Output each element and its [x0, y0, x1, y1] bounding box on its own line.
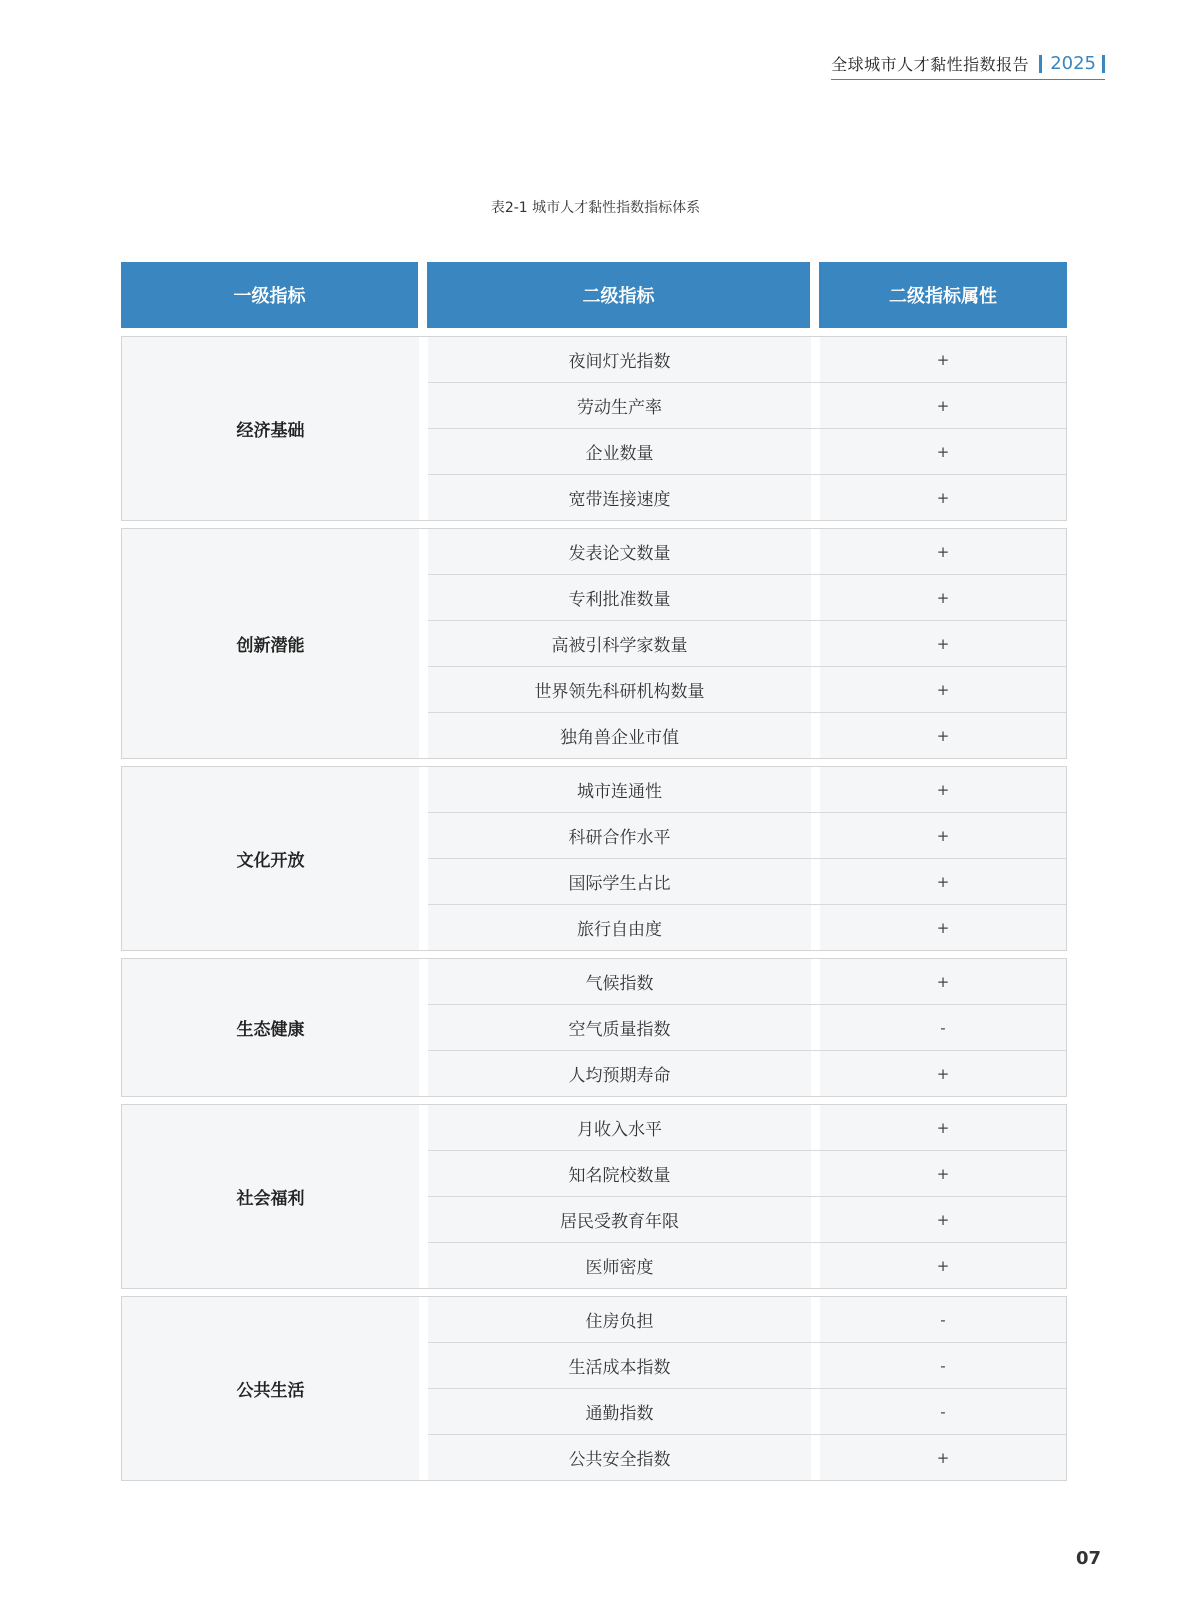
column-gap [419, 959, 428, 1096]
attribute-cell: + [936, 972, 950, 991]
attribute-cell: - [940, 1402, 946, 1421]
column-gap [811, 1197, 820, 1242]
attribute-cell: + [936, 680, 950, 699]
level2-rows [428, 337, 1066, 520]
level2-rows [428, 1297, 1066, 1480]
attribute-cell: + [936, 726, 950, 745]
column-gap [811, 1389, 820, 1434]
column-gap [811, 337, 820, 382]
level1-indicator-cell: 生态健康 [236, 1020, 305, 1040]
attribute-cell: + [936, 588, 950, 607]
column-header-attribute: 二级指标属性 [819, 262, 1067, 328]
indicator-group [121, 336, 1067, 521]
column-gap [811, 767, 820, 812]
report-year: 2025 [1050, 53, 1096, 74]
table-caption: 表2-1 城市人才黏性指数指标体系 [490, 200, 701, 216]
column-gap [811, 529, 820, 574]
running-header [831, 52, 1105, 80]
level2-indicator-cell: 知名院校数量 [568, 1166, 671, 1186]
column-gap [811, 575, 820, 620]
table-row [428, 767, 1066, 812]
table-row [428, 428, 1066, 474]
level1-indicator-cell: 社会福利 [236, 1189, 305, 1209]
table-row [428, 1050, 1066, 1096]
level2-indicator-cell: 科研合作水平 [568, 828, 671, 848]
table-row [428, 337, 1066, 382]
table-row [428, 812, 1066, 858]
attribute-cell: + [936, 780, 950, 799]
column-gap [811, 1435, 820, 1480]
table-row [428, 1105, 1066, 1150]
level2-indicator-cell: 人均预期寿命 [568, 1066, 671, 1086]
table-body [121, 336, 1067, 1481]
table-row [428, 382, 1066, 428]
level2-indicator-cell: 劳动生产率 [577, 398, 662, 418]
column-gap [811, 959, 820, 1004]
column-gap [811, 1151, 820, 1196]
table-row [428, 904, 1066, 950]
attribute-cell: - [940, 1310, 946, 1329]
indicator-group [121, 528, 1067, 759]
column-gap [419, 1297, 428, 1480]
level2-indicator-cell: 公共安全指数 [568, 1450, 671, 1470]
level2-indicator-cell: 城市连通性 [577, 782, 662, 802]
column-gap [811, 905, 820, 950]
column-gap [811, 1105, 820, 1150]
column-gap [811, 621, 820, 666]
level2-rows [428, 767, 1066, 950]
column-gap [811, 713, 820, 758]
column-gap [811, 813, 820, 858]
level1-indicator-cell: 经济基础 [236, 421, 305, 441]
level1-indicator-cell: 文化开放 [236, 851, 305, 871]
table-row [428, 474, 1066, 520]
level2-indicator-cell: 生活成本指数 [568, 1358, 671, 1378]
column-gap [811, 1243, 820, 1288]
level2-indicator-cell: 夜间灯光指数 [568, 352, 671, 372]
column-header-level2: 二级指标 [427, 262, 810, 328]
table-row [428, 712, 1066, 758]
page-number: 07 [1075, 1548, 1101, 1569]
attribute-cell: + [936, 918, 950, 937]
report-title: 全球城市人才黏性指数报告 [831, 55, 1030, 74]
attribute-cell: + [936, 542, 950, 561]
attribute-cell: + [936, 1210, 950, 1229]
column-gap [419, 1105, 428, 1288]
column-header-level1: 一级指标 [121, 262, 418, 328]
level2-rows [428, 959, 1066, 1096]
table-row [428, 1297, 1066, 1342]
table-row [428, 1434, 1066, 1480]
table-row [428, 1388, 1066, 1434]
table-row [428, 666, 1066, 712]
table-row [428, 1242, 1066, 1288]
column-gap [811, 1005, 820, 1050]
level2-indicator-cell: 气候指数 [585, 974, 654, 994]
column-gap [419, 529, 428, 758]
indicator-group [121, 1296, 1067, 1481]
attribute-cell: + [936, 1164, 950, 1183]
table-row [428, 1342, 1066, 1388]
level2-indicator-cell: 国际学生占比 [568, 874, 671, 894]
attribute-cell: + [936, 350, 950, 369]
attribute-cell: + [936, 634, 950, 653]
attribute-cell: + [936, 1448, 950, 1467]
level2-indicator-cell: 旅行自由度 [577, 920, 662, 940]
attribute-cell: + [936, 1064, 950, 1083]
attribute-cell: + [936, 872, 950, 891]
table-header-row [121, 262, 1067, 328]
indicator-group [121, 766, 1067, 951]
attribute-cell: + [936, 442, 950, 461]
level2-rows [428, 1105, 1066, 1288]
column-gap [811, 475, 820, 520]
level2-indicator-cell: 专利批准数量 [568, 590, 671, 610]
level2-indicator-cell: 宽带连接速度 [568, 490, 671, 510]
level2-indicator-cell: 月收入水平 [577, 1120, 662, 1140]
level2-indicator-cell: 住房负担 [585, 1312, 654, 1332]
level1-indicator-cell: 创新潜能 [236, 636, 305, 656]
column-gap [811, 1051, 820, 1096]
indicator-table [121, 262, 1067, 1488]
level2-rows [428, 529, 1066, 758]
level2-indicator-cell: 通勤指数 [585, 1404, 654, 1424]
table-row [428, 959, 1066, 1004]
level2-indicator-cell: 高被引科学家数量 [551, 636, 688, 656]
attribute-cell: + [936, 826, 950, 845]
header-divider-bar [1039, 55, 1042, 73]
level2-indicator-cell: 世界领先科研机构数量 [534, 682, 705, 702]
column-gap [811, 1343, 820, 1388]
attribute-cell: + [936, 396, 950, 415]
column-gap [811, 1297, 820, 1342]
level2-indicator-cell: 空气质量指数 [568, 1020, 671, 1040]
level2-indicator-cell: 发表论文数量 [568, 544, 671, 564]
attribute-cell: + [936, 1118, 950, 1137]
column-gap [419, 337, 428, 520]
table-row [428, 858, 1066, 904]
table-row [428, 1150, 1066, 1196]
level2-indicator-cell: 医师密度 [585, 1258, 654, 1278]
level1-indicator-cell: 公共生活 [236, 1381, 305, 1401]
level2-indicator-cell: 独角兽企业市值 [560, 728, 679, 748]
attribute-cell: - [940, 1356, 946, 1375]
column-gap [811, 429, 820, 474]
column-gap [811, 859, 820, 904]
header-end-bar [1102, 55, 1105, 73]
column-gap [811, 667, 820, 712]
table-row [428, 529, 1066, 574]
table-row [428, 620, 1066, 666]
column-gap [811, 383, 820, 428]
level2-indicator-cell: 居民受教育年限 [560, 1212, 679, 1232]
indicator-group [121, 958, 1067, 1097]
indicator-group [121, 1104, 1067, 1289]
attribute-cell: + [936, 488, 950, 507]
table-row [428, 574, 1066, 620]
attribute-cell: + [936, 1256, 950, 1275]
table-row [428, 1004, 1066, 1050]
column-gap [419, 767, 428, 950]
attribute-cell: - [940, 1018, 946, 1037]
level2-indicator-cell: 企业数量 [585, 444, 654, 464]
table-row [428, 1196, 1066, 1242]
